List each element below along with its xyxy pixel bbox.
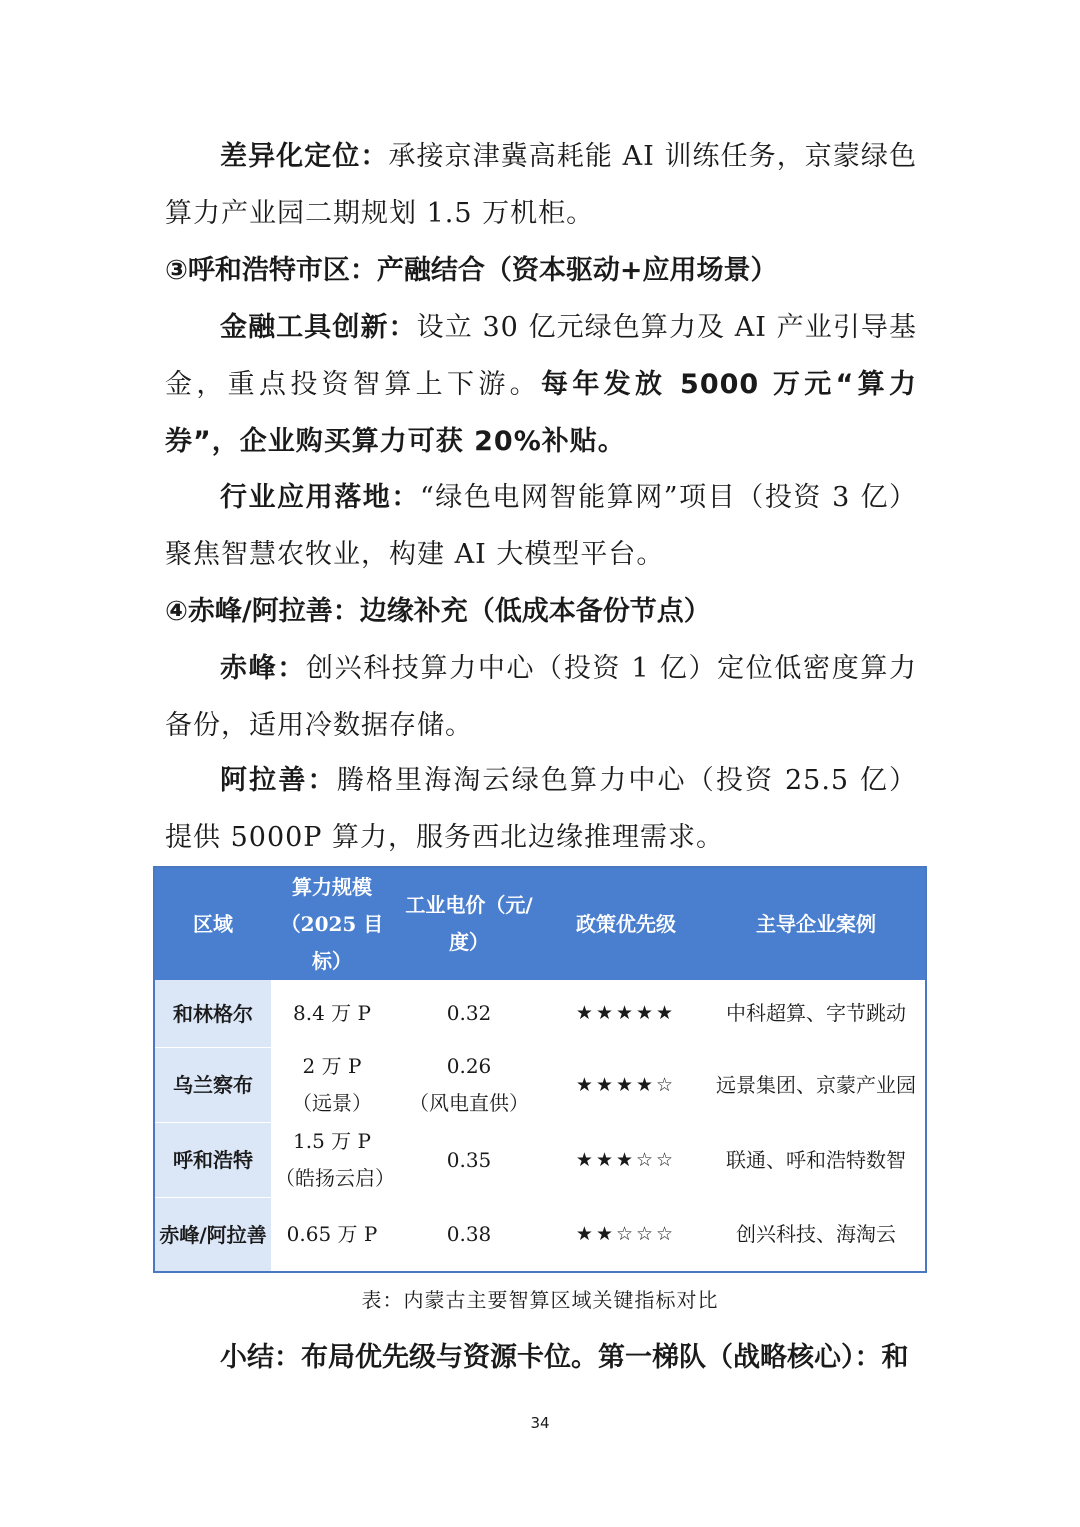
- cell-policy-stars: ★★★★☆: [545, 1048, 707, 1123]
- header-policy: 政策优先级: [545, 867, 707, 980]
- cell-price: 0.32: [393, 980, 545, 1048]
- region-comparison-table: [153, 866, 927, 1273]
- cell-policy-stars: ★★☆☆☆: [545, 1198, 707, 1273]
- header-price: 工业电价（元/度）: [393, 867, 545, 980]
- section-heading-chifeng-alxa: ④赤峰/阿拉善：边缘补充（低成本备份节点）: [165, 596, 711, 627]
- header-region: 区域: [154, 867, 271, 980]
- paragraph-alxa: [165, 752, 917, 866]
- paragraph-lead: 阿拉善：: [220, 765, 337, 796]
- cell-cases: 中科超算、字节跳动: [707, 980, 926, 1048]
- table-row: [154, 980, 926, 1048]
- cell-region: 和林格尔: [154, 980, 271, 1048]
- cell-scale: 8.4 万 P: [271, 980, 393, 1048]
- cell-policy-stars: ★★★☆☆: [545, 1123, 707, 1198]
- section-heading-hohhot: ③呼和浩特市区：产融结合（资本驱动+应用场景）: [165, 255, 778, 286]
- paragraph-differentiation: [165, 128, 917, 242]
- table-header-row: [154, 867, 926, 980]
- cell-region: 呼和浩特: [154, 1123, 271, 1198]
- paragraph-body: 承接京津冀高耗能 AI 训练任务，京蒙绿色算力产业园二期规划 1.5 万机柜。: [165, 141, 917, 229]
- paragraph-body: 腾格里海淘云绿色算力中心（投资 25.5 亿）提供 5000P 算力，服务西北边缘推理需求。: [165, 765, 917, 853]
- paragraph-body: “绿色电网智能算网”项目（投资 3 亿）聚焦智慧农牧业，构建 AI 大模型平台。: [165, 482, 918, 570]
- paragraph-lead: 行业应用落地：: [220, 482, 420, 513]
- paragraph-industry-application: [165, 469, 917, 583]
- cell-region: 赤峰/阿拉善: [154, 1198, 271, 1273]
- cell-price: 0.38: [393, 1198, 545, 1273]
- cell-scale: 2 万 P （远景）: [271, 1048, 393, 1123]
- cell-scale: 0.65 万 P: [271, 1198, 393, 1273]
- header-cases: 主导企业案例: [707, 867, 926, 980]
- paragraph-emphasis: 每年发放 5000 万元“算力券”，企业购买算力可获 20%补贴。: [165, 369, 917, 457]
- paragraph-lead: 差异化定位：: [220, 141, 389, 172]
- paragraph-finance-tools: [165, 299, 917, 470]
- cell-policy-stars: ★★★★★: [545, 980, 707, 1048]
- paragraph-lead: 赤峰：: [220, 653, 306, 684]
- summary-line: 小结：布局优先级与资源卡位。第一梯队（战略核心）：和: [220, 1342, 909, 1373]
- table-row: [154, 1123, 926, 1198]
- cell-cases: 远景集团、京蒙产业园: [707, 1048, 926, 1123]
- paragraph-lead: 金融工具创新：: [220, 312, 417, 343]
- cell-price: 0.26 （风电直供）: [393, 1048, 545, 1123]
- cell-scale: 1.5 万 P （皓扬云启）: [271, 1123, 393, 1198]
- paragraph-body: 设立 30 亿元绿色算力及 AI 产业引导基金，重点投资智算上下游。: [165, 312, 917, 400]
- table-row: [154, 1198, 926, 1273]
- cell-region: 乌兰察布: [154, 1048, 271, 1123]
- cell-cases: 联通、呼和浩特数智: [707, 1123, 926, 1198]
- table-row: [154, 1048, 926, 1123]
- page-number: 34: [530, 1414, 550, 1432]
- cell-cases: 创兴科技、海淘云: [707, 1198, 926, 1273]
- table-caption: 表：内蒙古主要智算区域关键指标对比: [361, 1288, 719, 1312]
- paragraph-chifeng: [165, 640, 917, 754]
- cell-price: 0.35: [393, 1123, 545, 1198]
- paragraph-body: 创兴科技算力中心（投资 1 亿）定位低密度算力备份，适用冷数据存储。: [165, 653, 918, 741]
- header-scale: 算力规模（2025 目标）: [271, 867, 393, 980]
